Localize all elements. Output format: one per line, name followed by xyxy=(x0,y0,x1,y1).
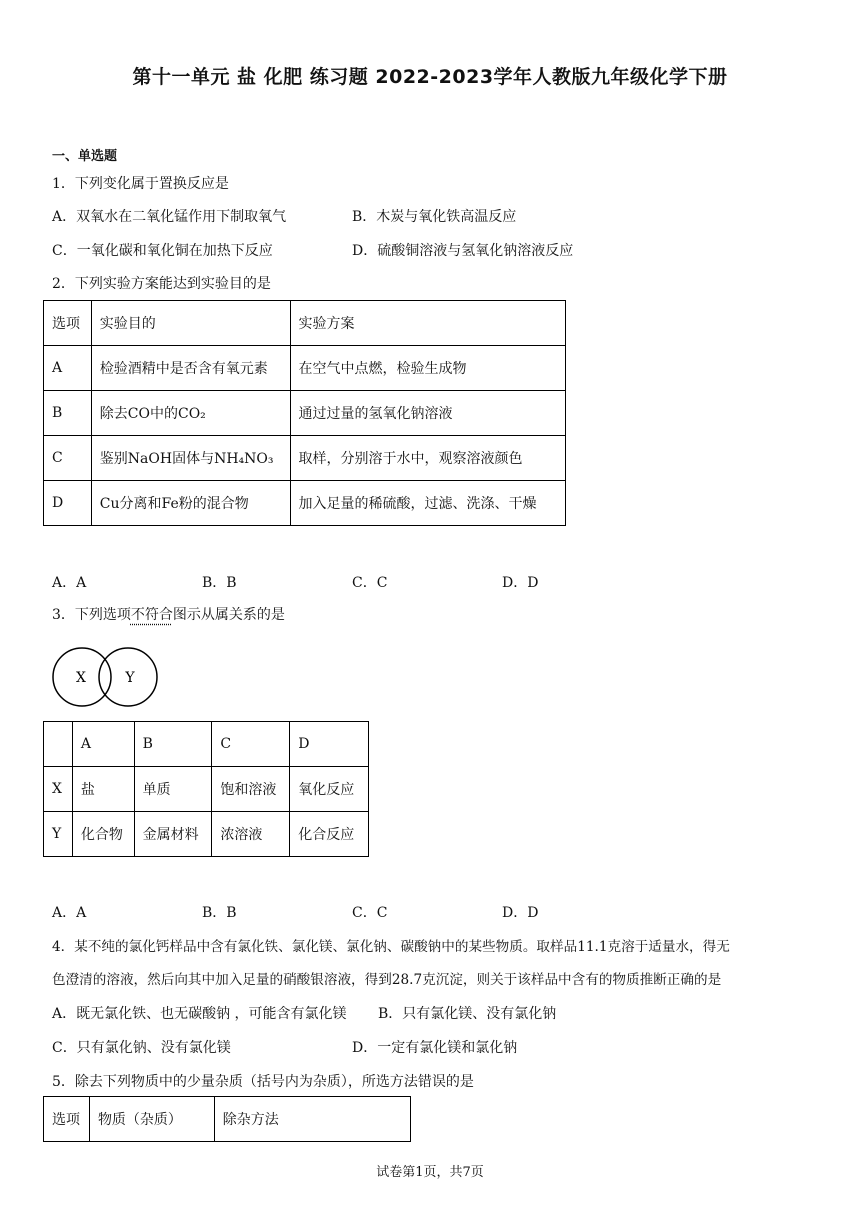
table-cell: 氧化反应 xyxy=(290,767,369,812)
q4-option-d: D．一定有氯化镁和氯化钠 xyxy=(352,1040,518,1056)
q3-stem-emphasis: 不符合 xyxy=(130,607,173,623)
table-cell: 化合反应 xyxy=(290,812,369,857)
table-row xyxy=(44,346,566,391)
table-row xyxy=(44,812,369,857)
table-cell: A xyxy=(44,346,92,391)
question-2-stem: 2．下列实验方案能达到实验目的是 xyxy=(52,276,271,292)
question-1-stem: 1．下列变化属于置换反应是 xyxy=(52,176,229,192)
table-cell: 通过过量的氢氧化钠溶液 xyxy=(290,391,566,436)
question-4-line-1: 4．某不纯的氯化钙样品中含有氯化铁、氯化镁、氯化钠、碳酸钠中的某些物质。取样品11.1克溶于适量水，得无 xyxy=(52,939,730,955)
table-cell: 化合物 xyxy=(72,812,134,857)
table-cell: 盐 xyxy=(72,767,134,812)
table-cell: Cu分离和Fe粉的混合物 xyxy=(91,481,290,526)
q1-option-c: C．一氧化碳和氧化铜在加热下反应 xyxy=(52,243,273,259)
q3-option-c: C．C xyxy=(352,905,388,921)
table-header-cell: 实验目的 xyxy=(91,301,290,346)
table-header-cell: A xyxy=(72,722,134,767)
table-cell: C xyxy=(44,436,92,481)
question-4-line-2: 色澄清的溶液，然后向其中加入足量的硝酸银溶液，得到28.7克沉淀，则关于该样品中含有的物质推断正确的是 xyxy=(52,972,722,988)
table-header-cell: C xyxy=(212,722,290,767)
table-header-cell: B xyxy=(134,722,212,767)
question-5-stem: 5．除去下列物质中的少量杂质（括号内为杂质），所选方法错误的是 xyxy=(52,1074,474,1090)
q4-option-a: A．既无氯化铁、也无碳酸钠 ，可能含有氯化镁 xyxy=(52,1006,347,1022)
q3-stem-suffix: 图示从属关系的是 xyxy=(172,607,285,623)
table-cell: B xyxy=(44,391,92,436)
table-row xyxy=(44,722,369,767)
table-row xyxy=(44,1097,411,1142)
q2-option-d: D．D xyxy=(502,575,539,591)
table-cell: 鉴别NaOH固体与NH₄NO₃ xyxy=(91,436,290,481)
table-header-cell: 除杂方法 xyxy=(214,1097,410,1142)
table-row xyxy=(44,436,566,481)
page-title: 第十一单元 盐 化肥 练习题 2022-2023学年人教版九年级化学下册 xyxy=(132,66,728,88)
q1-option-b: B．木炭与氧化铁高温反应 xyxy=(352,209,517,225)
table-cell: X xyxy=(44,767,73,812)
table-header-cell: 实验方案 xyxy=(290,301,566,346)
q2-option-b: B．B xyxy=(202,575,237,591)
venn-label-x: X xyxy=(76,670,86,686)
q3-stem-prefix: 3．下列选项 xyxy=(52,607,131,623)
q3-option-a: A．A xyxy=(52,905,87,921)
question-3-stem xyxy=(52,604,285,624)
q2-option-c: C．C xyxy=(352,575,388,591)
q5-table xyxy=(43,1096,411,1142)
table-row xyxy=(44,767,369,812)
table-header-cell: 选项 xyxy=(44,1097,90,1142)
q2-table xyxy=(43,300,566,526)
q3-table xyxy=(43,721,369,857)
table-cell: 检验酒精中是否含有氧元素 xyxy=(91,346,290,391)
table-row xyxy=(44,391,566,436)
table-cell: Y xyxy=(44,812,73,857)
table-header-cell: 物质（杂质） xyxy=(89,1097,214,1142)
table-cell: 取样，分别溶于水中，观察溶液颜色 xyxy=(290,436,566,481)
q4-option-b: B．只有氯化镁、没有氯化钠 xyxy=(378,1006,557,1022)
section-heading: 一、单选题 xyxy=(52,149,118,164)
table-cell: 金属材料 xyxy=(134,812,212,857)
table-header-cell: 选项 xyxy=(44,301,92,346)
q1-option-d: D．硫酸铜溶液与氢氧化钠溶液反应 xyxy=(352,243,574,259)
q3-option-b: B．B xyxy=(202,905,237,921)
table-cell: 饱和溶液 xyxy=(212,767,290,812)
table-cell: 加入足量的稀硫酸，过滤、洗涤、干燥 xyxy=(290,481,566,526)
q4-option-c: C．只有氯化钠、没有氯化镁 xyxy=(52,1040,231,1056)
table-cell: 浓溶液 xyxy=(212,812,290,857)
table-row xyxy=(44,301,566,346)
venn-label-y: Y xyxy=(125,670,135,686)
page-footer: 试卷第1页，共7页 xyxy=(376,1165,484,1180)
venn-diagram xyxy=(50,644,162,710)
table-cell: D xyxy=(44,481,92,526)
table-row xyxy=(44,481,566,526)
q2-option-a: A．A xyxy=(52,575,87,591)
table-header-cell: D xyxy=(290,722,369,767)
table-header-cell xyxy=(44,722,73,767)
table-cell: 除去CO中的CO₂ xyxy=(91,391,290,436)
table-cell: 单质 xyxy=(134,767,212,812)
table-cell: 在空气中点燃，检验生成物 xyxy=(290,346,566,391)
q1-option-a: A．双氧水在二氧化锰作用下制取氧气 xyxy=(52,209,287,225)
q3-option-d: D．D xyxy=(502,905,539,921)
